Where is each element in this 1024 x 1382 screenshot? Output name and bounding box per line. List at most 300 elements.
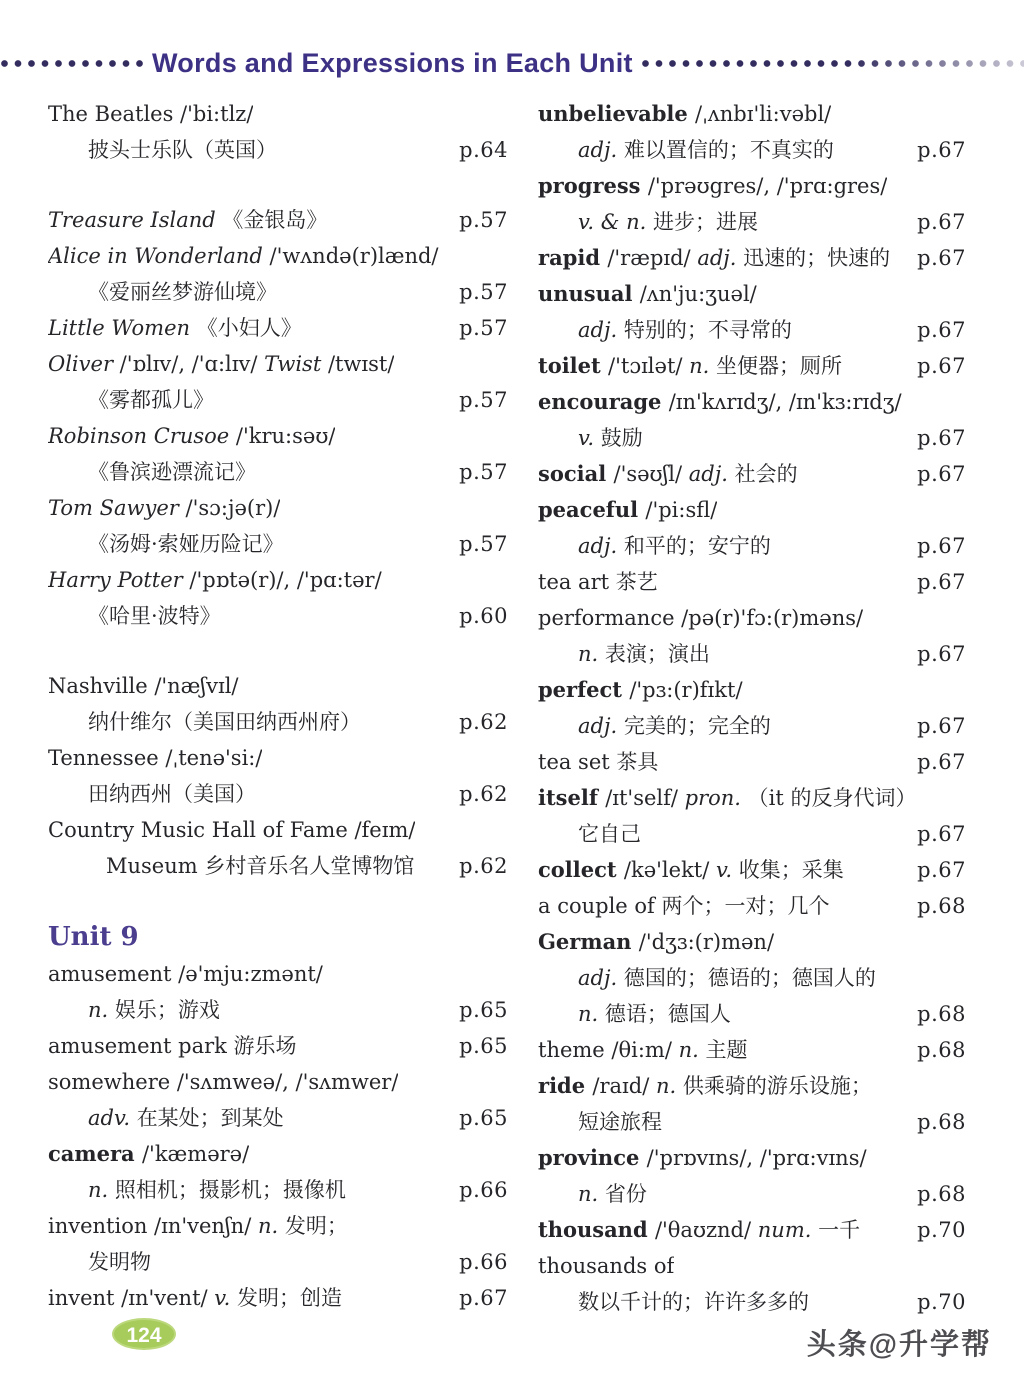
page-ref: p.67 xyxy=(917,246,966,270)
vocab-segment: 《鲁滨逊漂流记》 xyxy=(88,460,256,484)
page-ref: p.67 xyxy=(917,570,966,594)
headword: German xyxy=(538,929,639,954)
vocab-segment: Little Women xyxy=(48,316,197,340)
vocab-segment: Harry Potter xyxy=(48,568,190,592)
vocab-text xyxy=(88,992,220,1028)
vocab-line xyxy=(48,274,508,310)
vocab-segment: Nashville /'næʃvɪl/ xyxy=(48,674,239,698)
vocab-column-left xyxy=(48,96,508,1320)
vocab-text xyxy=(88,132,277,168)
vocab-segment: /'kæmərə/ xyxy=(141,1142,250,1166)
vocab-segment: /ˌʌnbɪ'li:vəbl/ xyxy=(695,102,832,126)
page-ref: p.57 xyxy=(459,316,508,340)
vocab-segment: /'pɒtə(r)/, /'pɑ:tər/ xyxy=(189,568,382,592)
dotted-line-right-icon xyxy=(641,59,1024,68)
vocab-text xyxy=(578,1104,662,1140)
vocab-line xyxy=(48,956,508,992)
page-ref: p.67 xyxy=(917,426,966,450)
part-of-speech: n. xyxy=(257,1214,285,1238)
vocab-segment: Tennessee /ˌtenə'si:/ xyxy=(48,746,263,770)
part-of-speech: adj. xyxy=(578,318,624,342)
page-ref: p.70 xyxy=(917,1218,966,1242)
vocab-segment: 德语；德国人 xyxy=(604,1002,731,1026)
headword: rapid xyxy=(538,245,608,270)
vocab-segment: /'kru:səʊ/ xyxy=(235,424,336,448)
vocab-line xyxy=(538,1176,966,1212)
part-of-speech: v. xyxy=(214,1286,238,1310)
vocab-segment: performance /pə(r)'fɔ:(r)məns/ xyxy=(538,606,864,630)
vocab-text xyxy=(538,744,658,780)
vocab-text xyxy=(578,528,771,564)
vocab-segment: 游乐场 xyxy=(233,1034,297,1058)
vocab-segment: 和平的；安宁的 xyxy=(623,534,771,558)
headword: ride xyxy=(538,1073,593,1098)
vocab-text xyxy=(538,240,890,276)
vocab-text xyxy=(578,996,731,1032)
vocab-line xyxy=(538,600,966,636)
vocab-line xyxy=(538,420,966,456)
vocab-line xyxy=(538,672,966,708)
vocab-line xyxy=(48,132,508,168)
vocab-line xyxy=(48,848,508,884)
vocab-line xyxy=(538,744,966,780)
part-of-speech: adj. xyxy=(578,534,624,558)
vocab-segment: /'pɜ:(r)fɪkt/ xyxy=(629,678,743,702)
part-of-speech: n. xyxy=(578,642,605,666)
vocab-line xyxy=(48,740,508,776)
vocab-segment: Alice in Wonderland xyxy=(48,244,270,268)
vocab-text xyxy=(578,816,641,852)
headword: collect xyxy=(538,857,624,882)
part-of-speech: n. xyxy=(578,1002,605,1026)
vocab-text xyxy=(538,600,863,636)
vocab-text xyxy=(48,346,394,382)
vocab-line xyxy=(538,1104,966,1140)
vocab-text xyxy=(538,1068,872,1104)
dotted-line-left-icon xyxy=(0,59,146,68)
vocab-segment: 特别的；不寻常的 xyxy=(623,318,792,342)
page-ref: p.57 xyxy=(459,208,508,232)
vocab-text xyxy=(48,812,415,848)
page-ref: p.67 xyxy=(917,822,966,846)
vocab-line xyxy=(48,310,508,346)
vocab-segment: 乡村音乐名人堂博物馆 xyxy=(204,854,415,878)
vocab-text xyxy=(538,852,844,888)
vocab-segment: 发明物 xyxy=(88,1250,151,1274)
vocab-segment: tea set xyxy=(538,750,617,774)
vocab-line xyxy=(48,812,508,848)
vocab-segment: 供乘骑的游乐设施； xyxy=(682,1074,872,1098)
vocab-line xyxy=(538,924,966,960)
vocab-segment: amusement park xyxy=(48,1034,234,1058)
vocab-segment: /ɪt'self/ xyxy=(605,786,685,810)
vocab-segment: Country Music Hall of Fame /feɪm/ xyxy=(48,818,416,842)
headword: social xyxy=(538,461,614,486)
vocab-line xyxy=(538,132,966,168)
watermark: 头条@升学帮 xyxy=(806,1329,992,1361)
part-of-speech: n. xyxy=(678,1038,706,1062)
page-ref: p.67 xyxy=(917,714,966,738)
vocab-text xyxy=(538,780,916,816)
vocab-segment: 进步；进展 xyxy=(652,210,758,234)
vocab-text xyxy=(538,1212,860,1248)
vocab-line xyxy=(48,382,508,418)
vocab-segment: 田纳西州（美国） xyxy=(88,782,256,806)
page-ref: p.67 xyxy=(917,858,966,882)
vocab-line xyxy=(538,1248,966,1284)
part-of-speech: n. xyxy=(578,1182,605,1206)
vocab-segment: Robinson Crusoe xyxy=(48,424,236,448)
headword: camera xyxy=(48,1141,142,1166)
vocab-line xyxy=(538,1140,966,1176)
vocab-segment: 纳什维尔（美国田纳西州府） xyxy=(88,710,361,734)
page-ref: p.68 xyxy=(917,1002,966,1026)
headword: peaceful xyxy=(538,497,646,522)
vocab-text xyxy=(538,672,743,708)
vocab-text xyxy=(538,96,831,132)
page-ref: p.67 xyxy=(459,1286,508,1310)
vocab-segment: /ʌn'ju:ʒuəl/ xyxy=(639,282,757,306)
vocab-text xyxy=(48,202,327,238)
vocab-text xyxy=(578,960,876,996)
vocab-text xyxy=(538,384,902,420)
vocab-line xyxy=(538,1068,966,1104)
vocab-segment: 一千 xyxy=(818,1218,861,1242)
vocab-segment: （it 的反身代词） xyxy=(747,786,917,810)
vocab-text xyxy=(88,1172,346,1208)
vocab-segment: 收集；采集 xyxy=(738,858,844,882)
vocab-segment: 《小妇人》 xyxy=(196,316,302,340)
vocab-line xyxy=(538,1284,966,1320)
vocab-segment: /kə'lekt/ xyxy=(623,858,716,882)
page-ref: p.62 xyxy=(459,710,508,734)
vocab-text xyxy=(578,132,834,168)
vocab-text xyxy=(88,454,256,490)
vocab-line xyxy=(48,1208,508,1244)
vocab-line xyxy=(538,204,966,240)
page-footer xyxy=(0,1318,1024,1360)
vocab-line xyxy=(48,1244,508,1280)
vocab-segment: 娱乐；游戏 xyxy=(114,998,220,1022)
part-of-speech: v. & n. xyxy=(578,210,653,234)
vocab-text xyxy=(578,1284,809,1320)
vocab-line xyxy=(538,708,966,744)
vocab-segment: /raɪd/ xyxy=(592,1074,656,1098)
vocab-text xyxy=(538,1032,747,1068)
vocab-line xyxy=(48,668,508,704)
vocab-segment: /'sɔ:jə(r)/ xyxy=(185,496,281,520)
vocab-segment: somewhere /'sʌmweə/, /'sʌmwer/ xyxy=(48,1070,399,1094)
vocab-line xyxy=(538,960,966,996)
page-ref: p.67 xyxy=(917,318,966,342)
vocab-segment: Oliver xyxy=(48,352,120,376)
column-gap xyxy=(48,168,508,202)
vocab-text xyxy=(48,310,302,346)
page-ref: p.62 xyxy=(459,854,508,878)
vocab-text xyxy=(538,1248,674,1284)
page-ref: p.67 xyxy=(917,750,966,774)
vocab-segment: 省份 xyxy=(604,1182,647,1206)
vocab-text xyxy=(578,420,643,456)
vocab-text xyxy=(48,1208,348,1244)
vocab-line xyxy=(48,490,508,526)
headword: thousand xyxy=(538,1217,655,1242)
vocab-segment: 迅速的；快速的 xyxy=(743,246,891,270)
vocab-line xyxy=(48,202,508,238)
vocab-line xyxy=(48,1280,508,1316)
vocab-line xyxy=(538,276,966,312)
vocab-segment: 发明；创造 xyxy=(237,1286,343,1310)
vocab-line xyxy=(48,238,508,274)
vocab-column-right xyxy=(538,96,966,1320)
page-ref: p.68 xyxy=(917,1038,966,1062)
part-of-speech: n. xyxy=(88,998,115,1022)
page-ref: p.57 xyxy=(459,280,508,304)
vocab-segment: 发明； xyxy=(284,1214,348,1238)
vocab-segment: /twɪst/ xyxy=(327,352,395,376)
vocab-segment: /'ɒlɪv/, /'ɑ:lɪv/ xyxy=(119,352,265,376)
vocab-segment: 《雾都孤儿》 xyxy=(88,388,214,412)
vocab-line xyxy=(48,96,508,132)
vocab-text xyxy=(88,526,284,562)
vocab-line xyxy=(538,1212,966,1248)
vocab-segment: theme /θi:m/ xyxy=(538,1038,679,1062)
vocab-segment: Museum xyxy=(106,854,205,878)
vocab-text xyxy=(48,1280,342,1316)
vocab-segment: 披头士乐队（英国） xyxy=(88,138,277,162)
vocab-text xyxy=(538,1140,867,1176)
vocab-text xyxy=(538,492,717,528)
page-ref: p.65 xyxy=(459,1106,508,1130)
page-ref: p.67 xyxy=(917,354,966,378)
part-of-speech: v. xyxy=(578,426,601,450)
vocab-line xyxy=(48,1064,508,1100)
vocab-line xyxy=(538,528,966,564)
page-ref: p.67 xyxy=(917,462,966,486)
headword: perfect xyxy=(538,677,630,702)
vocab-text xyxy=(48,1064,398,1100)
page-ref: p.67 xyxy=(917,138,966,162)
vocab-segment: /'wʌndə(r)lænd/ xyxy=(269,244,439,268)
vocab-text xyxy=(88,1100,284,1136)
vocab-text xyxy=(538,564,658,600)
vocab-text xyxy=(538,456,798,492)
vocab-segment: /ɪn'kʌrɪdʒ/, /ɪn'kɜ:rɪdʒ/ xyxy=(668,390,902,414)
vocab-segment: 两个；一对；几个 xyxy=(661,894,830,918)
part-of-speech: adj. xyxy=(688,462,735,486)
vocab-line xyxy=(48,418,508,454)
page-title: Words and Expressions in Each Unit xyxy=(152,47,633,78)
part-of-speech: n. xyxy=(88,1178,115,1202)
vocab-segment: 完美的；完全的 xyxy=(623,714,771,738)
headword: unbelievable xyxy=(538,101,696,126)
vocab-line xyxy=(538,888,966,924)
vocab-segment: 鼓励 xyxy=(600,426,643,450)
vocab-segment: 它自己 xyxy=(578,822,641,846)
vocab-line xyxy=(538,240,966,276)
page-ref: p.68 xyxy=(917,894,966,918)
vocab-line xyxy=(538,168,966,204)
vocab-segment: /'pi:sfl/ xyxy=(645,498,718,522)
vocab-text xyxy=(578,636,710,672)
vocab-text xyxy=(48,238,439,274)
vocab-text xyxy=(578,1176,647,1212)
vocab-text xyxy=(538,888,829,924)
vocab-segment: 坐便器；厕所 xyxy=(716,354,843,378)
vocab-segment: 数以千计的；许许多多的 xyxy=(578,1290,809,1314)
vocab-text xyxy=(538,168,887,204)
vocab-text xyxy=(48,668,239,704)
vocab-line xyxy=(538,564,966,600)
column-gap xyxy=(48,884,508,918)
vocab-text xyxy=(578,708,771,744)
vocab-segment: a couple of xyxy=(538,894,662,918)
vocab-segment: /'ræpɪd/ xyxy=(607,246,698,270)
part-of-speech: adv. xyxy=(88,1106,137,1130)
page-ref: p.67 xyxy=(917,534,966,558)
vocab-segment: 德国的；德语的；德国人的 xyxy=(623,966,876,990)
page-ref: p.70 xyxy=(917,1290,966,1314)
vocab-text xyxy=(106,848,414,884)
part-of-speech: v. xyxy=(715,858,739,882)
page-ref: p.57 xyxy=(459,388,508,412)
vocab-segment: amusement /ə'mju:zmənt/ xyxy=(48,962,323,986)
vocab-text xyxy=(88,1244,151,1280)
vocab-text xyxy=(538,348,842,384)
vocab-line xyxy=(538,456,966,492)
vocab-line xyxy=(48,704,508,740)
vocab-segment: 照相机；摄影机；摄像机 xyxy=(114,1178,346,1202)
page-ref: p.57 xyxy=(459,532,508,556)
vocab-segment: 《哈里·波特》 xyxy=(88,604,221,628)
page-ref: p.65 xyxy=(459,1034,508,1058)
vocab-segment: /'tɔɪlət/ xyxy=(608,354,690,378)
vocab-segment: 《汤姆·索娅历险记》 xyxy=(88,532,284,556)
vocab-line xyxy=(538,996,966,1032)
page-ref: p.64 xyxy=(459,138,508,162)
vocab-text xyxy=(88,598,221,634)
vocab-line xyxy=(48,776,508,812)
page-ref: p.68 xyxy=(917,1182,966,1206)
vocab-line xyxy=(48,454,508,490)
page-ref: p.67 xyxy=(917,642,966,666)
page-ref: p.66 xyxy=(459,1178,508,1202)
headword: toilet xyxy=(538,353,609,378)
headword: unusual xyxy=(538,281,640,306)
vocab-segment: invention /ɪn'venʃn/ xyxy=(48,1214,258,1238)
vocab-segment: /'prɒvɪns/, /'prɑ:vɪns/ xyxy=(646,1146,867,1170)
headword: encourage xyxy=(538,389,669,414)
vocab-line xyxy=(48,1172,508,1208)
vocab-text xyxy=(48,740,262,776)
vocab-text xyxy=(578,204,758,240)
page-ref: p.68 xyxy=(917,1110,966,1134)
vocab-line xyxy=(48,346,508,382)
vocab-text xyxy=(538,276,757,312)
vocab-text xyxy=(88,704,361,740)
part-of-speech: n. xyxy=(655,1074,683,1098)
part-of-speech: adj. xyxy=(578,966,624,990)
vocab-segment: thousands of xyxy=(538,1254,675,1278)
vocab-text xyxy=(538,924,774,960)
vocab-line xyxy=(48,1136,508,1172)
headword: province xyxy=(538,1145,647,1170)
vocab-line xyxy=(538,780,966,816)
page-header xyxy=(0,0,1024,80)
vocab-line xyxy=(538,816,966,852)
vocab-segment: 社会的 xyxy=(734,462,798,486)
vocab-line xyxy=(48,992,508,1028)
vocab-line xyxy=(48,526,508,562)
vocab-segment: 短途旅程 xyxy=(578,1110,662,1134)
headword: progress xyxy=(538,173,648,198)
vocab-segment: Treasure Island xyxy=(48,208,223,232)
headword: itself xyxy=(538,785,606,810)
page-number-badge: 124 xyxy=(112,1318,176,1350)
vocab-line xyxy=(538,1032,966,1068)
vocab-segment: 主题 xyxy=(705,1038,748,1062)
page-ref: p.60 xyxy=(459,604,508,628)
vocab-segment: /'θaʊznd/ xyxy=(654,1218,758,1242)
vocab-line xyxy=(48,598,508,634)
part-of-speech: adj. xyxy=(697,246,744,270)
vocab-text xyxy=(48,490,280,526)
vocab-segment: /'səʊʃl/ xyxy=(613,462,689,486)
vocab-segment: 《金银岛》 xyxy=(222,208,328,232)
vocab-text xyxy=(88,776,256,812)
vocab-line xyxy=(48,562,508,598)
vocab-segment: 难以置信的；不真实的 xyxy=(623,138,834,162)
vocab-line xyxy=(538,492,966,528)
vocab-line xyxy=(538,384,966,420)
vocab-text xyxy=(48,1028,297,1064)
part-of-speech: num. xyxy=(757,1218,819,1242)
vocab-columns xyxy=(0,96,1024,1320)
page-ref: p.66 xyxy=(459,1250,508,1274)
vocab-line xyxy=(538,636,966,672)
vocab-segment: 茶具 xyxy=(616,750,659,774)
vocab-segment: The Beatles /'bi:tlz/ xyxy=(48,102,254,126)
vocab-line xyxy=(538,96,966,132)
page-ref: p.67 xyxy=(917,210,966,234)
vocab-segment: /'dʒɜ:(r)mən/ xyxy=(638,930,775,954)
vocab-segment: Twist xyxy=(264,352,328,376)
column-gap xyxy=(48,634,508,668)
vocab-text xyxy=(48,96,253,132)
vocab-segment: 《爱丽丝梦游仙境》 xyxy=(88,280,277,304)
page-ref: p.65 xyxy=(459,998,508,1022)
vocab-line xyxy=(538,852,966,888)
vocab-segment: 在某处；到某处 xyxy=(136,1106,284,1130)
page-ref: p.57 xyxy=(459,460,508,484)
vocab-segment: tea art xyxy=(538,570,616,594)
part-of-speech: pron. xyxy=(684,786,748,810)
part-of-speech: adj. xyxy=(578,138,624,162)
vocab-text xyxy=(578,312,792,348)
vocab-text xyxy=(48,562,382,598)
vocab-segment: Tom Sawyer xyxy=(48,496,186,520)
vocab-line xyxy=(48,1028,508,1064)
vocab-segment: invent /ɪn'vent/ xyxy=(48,1286,215,1310)
vocab-line xyxy=(48,1100,508,1136)
vocab-line xyxy=(538,312,966,348)
vocab-text xyxy=(48,418,335,454)
vocab-text xyxy=(48,956,323,992)
page-ref: p.62 xyxy=(459,782,508,806)
vocab-segment: 表演；演出 xyxy=(604,642,710,666)
vocab-text xyxy=(48,1136,249,1172)
unit-heading: Unit 9 xyxy=(48,922,139,952)
